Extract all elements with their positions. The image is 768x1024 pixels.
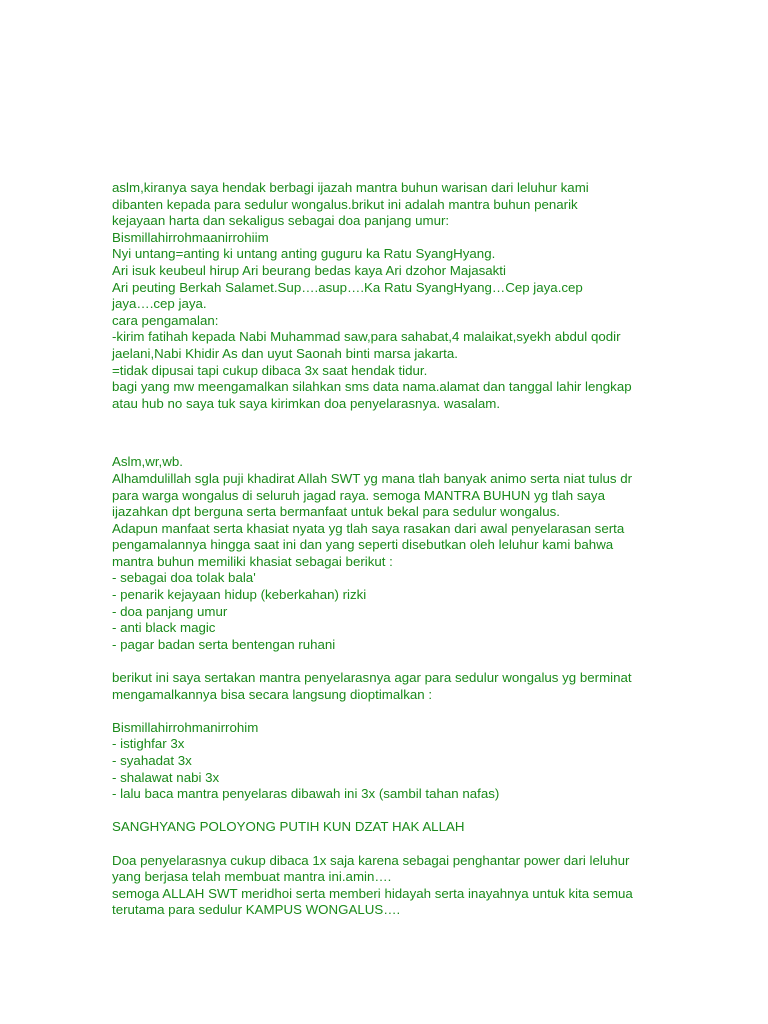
text-line: Alhamdulillah sgla puji khadirat Allah SWT yg mana tlah banyak animo serta niat tulus dr (112, 470, 633, 486)
spacer (112, 703, 732, 720)
text-line: Ari peuting Berkah Salamet.Sup….asup….Ka Ratu SyangHyang…Cep jaya.cep (112, 279, 583, 295)
list-item: - shalawat nabi 3x (112, 769, 220, 785)
list-item: - penarik kejayaan hidup (keberkahan) rizki (112, 587, 367, 603)
spacer (112, 836, 732, 853)
text-line: Bismillahirrohmanirrohim (112, 719, 259, 735)
spacer (112, 653, 732, 670)
text-line: Adapun manfaat serta khasiat nyata yg tlah saya rasakan dari awal penyelarasan serta (112, 520, 625, 536)
text-line: Aslm,wr,wb. (112, 454, 183, 470)
list-item: - istighfar 3x (112, 736, 185, 752)
section-manfaat (112, 454, 732, 919)
mantra-text: SANGHYANG POLOYONG PUTIH KUN DZAT HAK ALLAH (112, 819, 465, 835)
text-line: Nyi untang=anting ki untang anting guguru ka Ratu SyangHyang. (112, 246, 496, 262)
text-line: bagi yang mw meengamalkan silahkan sms data nama.alamat dan tanggal lahir lengkap (112, 379, 632, 395)
text-line: =tidak dipusai tapi cukup dibaca 3x saat hendak tidur. (112, 362, 428, 378)
text-line: dibanten kepada para sedulur wongalus.brikut ini adalah mantra buhun penarik (112, 196, 578, 212)
spacer (112, 412, 732, 454)
text-line: Doa penyelarasnya cukup dibaca 1x saja karena sebagai penghantar power dari leluhur (112, 852, 630, 868)
document-body (112, 180, 732, 919)
text-line: jaelani,Nabi Khidir As dan uyut Saonah binti marsa jakarta. (112, 345, 458, 361)
list-item: - anti black magic (112, 620, 216, 636)
text-line: aslm,kiranya saya hendak berbagi ijazah mantra buhun warisan dari leluhur kami (112, 180, 589, 195)
list-item: - sebagai doa tolak bala' (112, 570, 256, 586)
text-line: pengamalannya hingga saat ini dan yang seperti disebutkan oleh leluhur kami bahwa (112, 537, 614, 553)
text-line: atau hub no saya tuk saya kirimkan doa penyelarasnya. wasalam. (112, 395, 501, 411)
text-line: ijazahkan dpt berguna serta bermanfaat untuk bekal para sedulur wongalus. (112, 504, 560, 520)
text-line: mantra buhun memiliki khasiat sebagai berikut : (112, 553, 393, 569)
text-line: Ari isuk keubeul hirup Ari beurang bedas kaya Ari dzohor Majasakti (112, 262, 506, 278)
spacer (112, 803, 732, 820)
text-line: kejayaan harta dan sekaligus sebagai doa panjang umur: (112, 213, 450, 229)
text-line: jaya….cep jaya. (112, 296, 207, 312)
section-ijazah-mantra (112, 180, 732, 412)
text-line: berikut ini saya sertakan mantra penyelarasnya agar para sedulur wongalus yg berminat (112, 670, 632, 686)
list-item: - syahadat 3x (112, 753, 192, 768)
text-line: cara pengamalan: (112, 312, 219, 328)
list-item: - lalu baca mantra penyelaras dibawah ini 3x (sambil tahan nafas) (112, 786, 500, 802)
list-item: - pagar badan serta bentengan ruhani (112, 636, 336, 652)
text-line: -kirim fatihah kepada Nabi Muhammad saw,para sahabat,4 malaikat,syekh abdul qodir (112, 329, 621, 345)
text-line: mengamalkannya bisa secara langsung dioptimalkan : (112, 686, 433, 702)
list-item: - doa panjang umur (112, 603, 228, 619)
text-line: semoga ALLAH SWT meridhoi serta memberi hidayah serta inayahnya untuk kita semua (112, 885, 633, 901)
text-line: Bismillahirrohmaanirrohiim (112, 229, 269, 245)
text-line: yang berjasa telah membuat mantra ini.amin…. (112, 869, 392, 885)
text-line: terutama para sedulur KAMPUS WONGALUS…. (112, 902, 401, 918)
text-line: para warga wongalus di seluruh jagad raya. semoga MANTRA BUHUN yg tlah saya (112, 487, 605, 503)
